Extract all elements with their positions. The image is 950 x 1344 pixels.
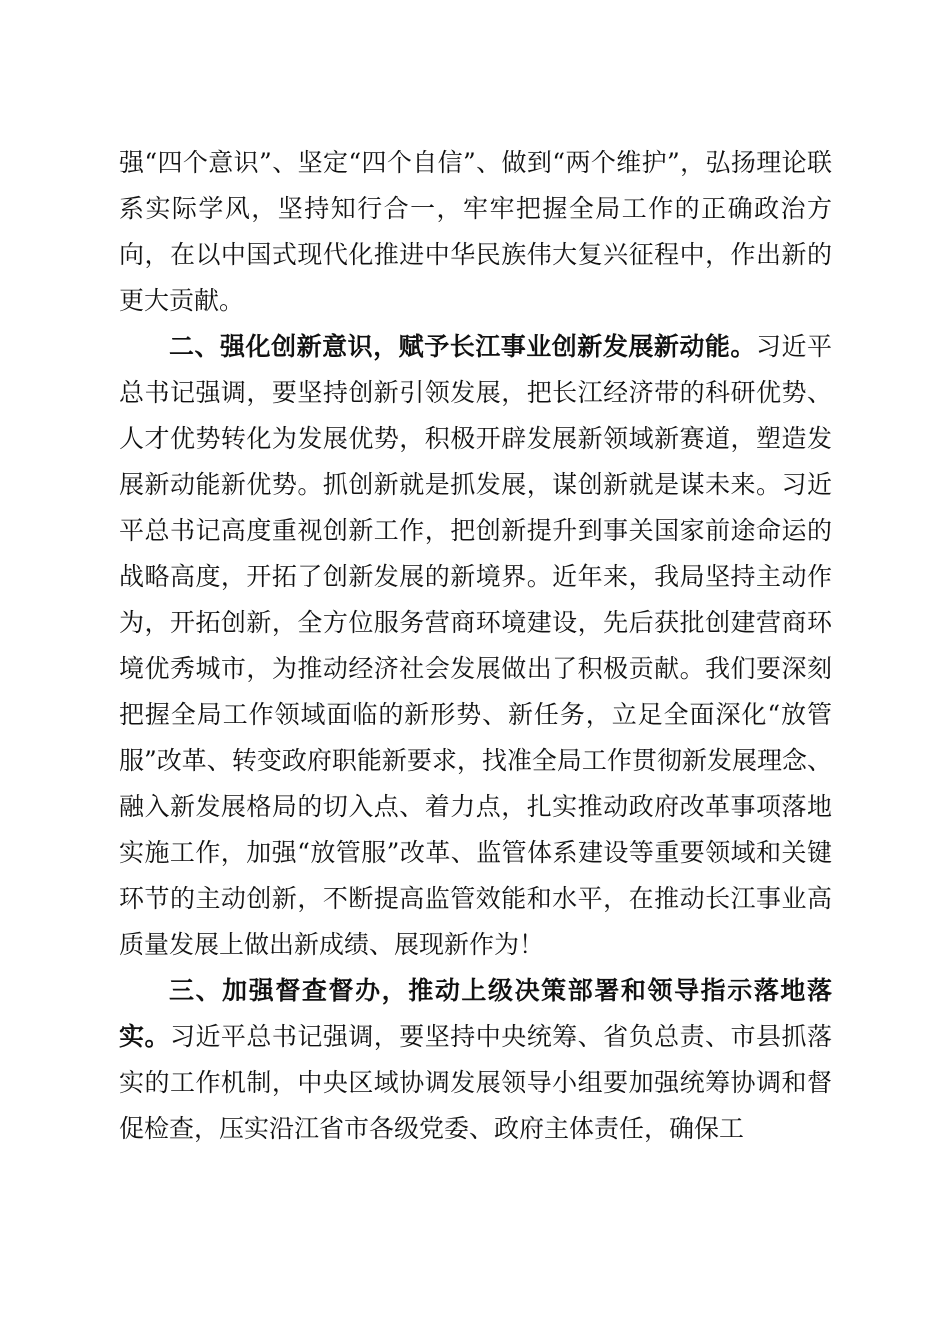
paragraph-text: 习近平总书记强调，要坚持中央统筹、省负总责、市县抓落实的工作机制，中央区域协调发展领导小组要加强统筹协调和督促检查，压实沿江省市各级党委、政府主体责任，确保工 — [119, 1022, 832, 1143]
paragraph-section-two — [119, 324, 832, 968]
paragraph-section-three — [119, 968, 832, 1152]
paragraph-text: 强“四个意识”、坚定“四个自信”、做到“两个维护”，弘扬理论联系实际学风，坚持知行合一，牢牢把握全局工作的正确政治方向，在以中国式现代化推进中华民族伟大复兴征程中，作出新的更大贡献。 — [119, 148, 832, 315]
section-heading: 二、强化创新意识，赋予长江事业创新发展新动能。 — [169, 332, 756, 361]
paragraph-text: 习近平总书记强调，要坚持创新引领发展，把长江经济带的科研优势、人才优势转化为发展优势，积极开辟发展新领域新赛道，塑造发展新动能新优势。抓创新就是抓发展，谋创新就是谋未来。习近平总书记高度重视创新工作，把创新提升到事关国家前途命运的战略高度，开拓了创新发展的新境界。近年来，我局坚持主动作为，开拓创新，全方位服务营商环境建设，先后获批创建营商环境优秀城市，为推动经济社会发展做出了积极贡献。我们要深刻把握全局工作领域面临的新形势、新任务，立足全面深化“放管服”改革、转变政府职能新要求，找准全局工作贯彻新发展理念、融入新发展格局的切入点、着力点，扎实推动政府改革事项落地实施工作，加强“放管服”改革、监管体系建设等重要领域和关键环节的主动创新，不断提高监管效能和水平，在推动长江事业高质量发展上做出新成绩、展现新作为！ — [119, 332, 832, 959]
section-heading: 三、加强督查督办，推动上级决策部署和领导指示落地落实。 — [119, 976, 832, 1051]
paragraph-continuation — [119, 140, 832, 324]
document-body — [119, 140, 832, 1152]
